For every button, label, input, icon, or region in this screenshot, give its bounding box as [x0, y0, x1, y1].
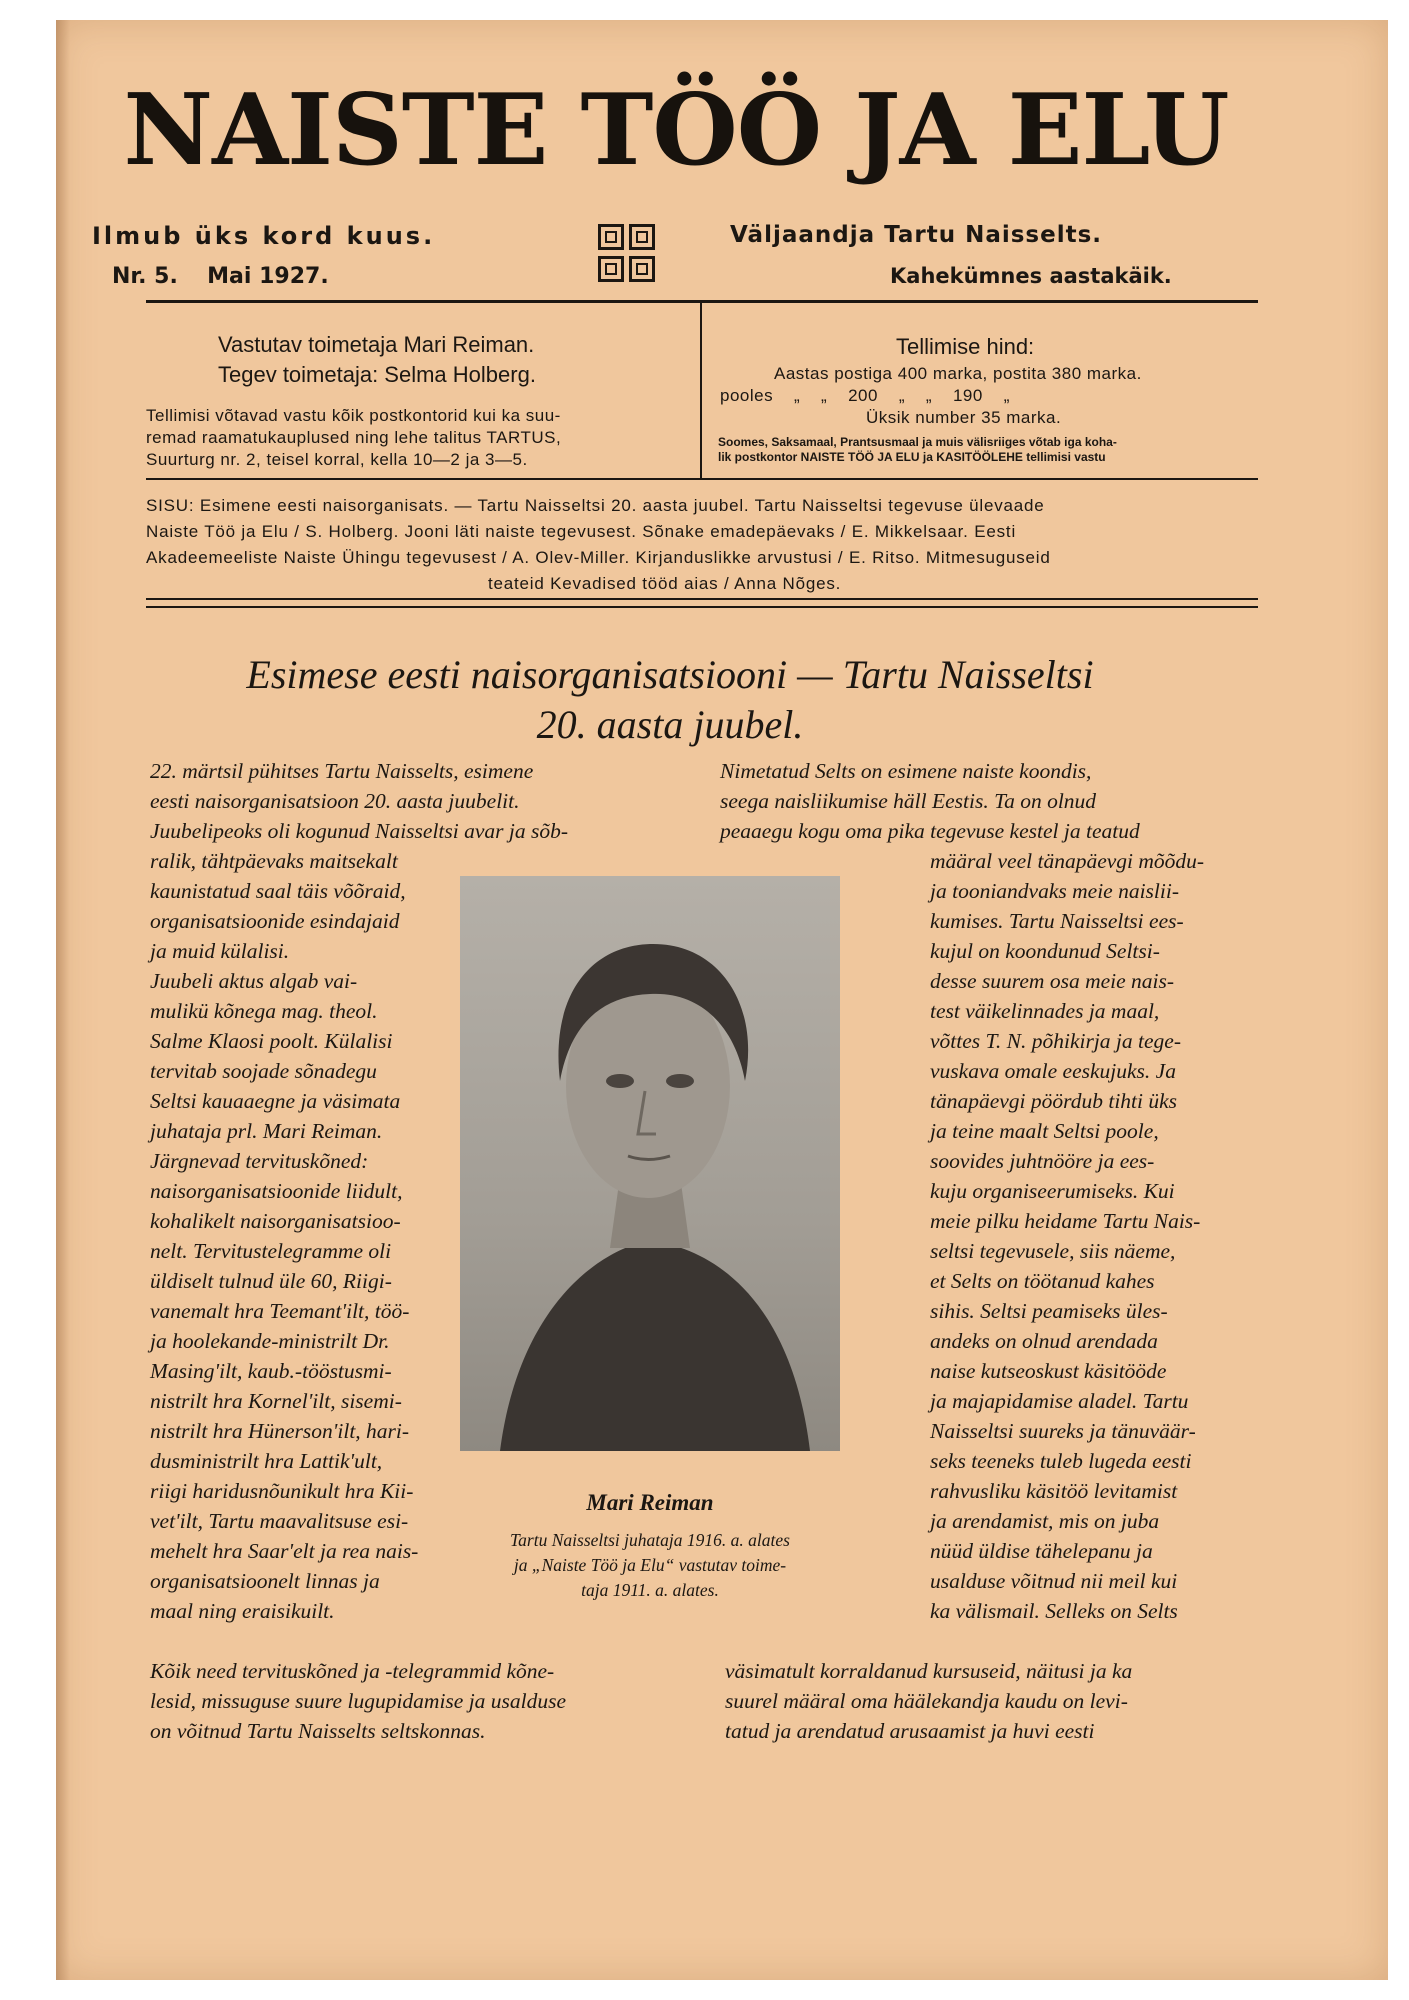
article-text-line: Kõik need tervituskõned ja -telegrammid kõne- — [150, 1659, 555, 1683]
contents-rule-top — [146, 598, 1258, 600]
article-text-line: väsimatult korraldanud kursuseid, näitusi ja ka — [725, 1659, 1133, 1683]
article-text-line: kumises. Tartu Naisseltsi ees- — [930, 909, 1184, 933]
article-text-line: nüüd üldise tähelepanu ja — [930, 1539, 1153, 1563]
article-headline — [110, 650, 1230, 750]
photo-caption-line: ja „Naiste Töö ja Elu“ vastutav toime- — [513, 1555, 787, 1575]
article-text-line: andeks on olnud arendada — [930, 1329, 1158, 1353]
article-text-line: meie pilku heidame Tartu Nais- — [930, 1209, 1201, 1233]
contents-line: Naiste Töö ja Elu / S. Holberg. Jooni läti naiste tegevusest. Sõnake emadepäevaks / E. Mikkelsaar. Eesti — [146, 522, 1017, 541]
article-text-line: ja arendamist, mis on juba — [930, 1509, 1160, 1533]
article-text-line: on võitnud Tartu Naisselts seltskonnas. — [150, 1719, 486, 1743]
article-text-line: naise kutseoskust käsitööde — [930, 1359, 1167, 1383]
article-text-line: dusministrilt hra Lattik'ult, — [150, 1449, 383, 1473]
article-text-line: vanemalt hra Teemant'ilt, töö- — [150, 1299, 410, 1323]
masthead-date: Mai 1927. — [207, 264, 329, 289]
contents-line: Akadeemeeliste Naiste Ühingu tegevusest / A. Olev-Miller. Kirjanduslikke arvustusi / E. Ritso. Mitmesuguseid — [146, 548, 1051, 567]
prices-heading: Tellimise hind: — [896, 334, 1035, 359]
article-text-line: usalduse võitnud nii meil kui — [930, 1569, 1178, 1593]
masthead-title: NAISTE TÖÖ JA ELU — [123, 73, 1229, 188]
article-text-line: Salme Klaosi poolt. Külalisi — [150, 1029, 393, 1053]
article-text-line: peaaegu kogu oma pika tegevuse kestel ja teatud — [720, 819, 1140, 843]
article-text-line: seega naisliikumise häll Eestis. Ta on olnud — [720, 789, 1097, 813]
article-text-line: organisatsioonelt linnas ja — [150, 1569, 380, 1593]
article-text-line: mehelt hra Saar'elt ja rea nais- — [150, 1539, 419, 1563]
subscription-line: Suurturg nr. 2, teisel korral, kella 10—2 ja 3—5. — [146, 450, 528, 469]
photo-caption-line: taja 1911. a. alates. — [581, 1580, 719, 1600]
masthead-issue: Nr. 5. — [112, 264, 178, 289]
article-text-line: vet'ilt, Tartu maavalitsuse esi- — [150, 1509, 409, 1533]
article-text-line: maal ning eraisikuilt. — [150, 1599, 335, 1623]
page-spine-shadow — [56, 20, 70, 1980]
right-column-bottom — [725, 1656, 1132, 1746]
contents-line: teateid Kevadised tööd aias / Anna Nõges. — [488, 574, 842, 593]
article-text-line: sihis. Seltsi peamiseks üles- — [930, 1299, 1168, 1323]
article-text-line: ja hoolekande-ministrilt Dr. — [150, 1329, 390, 1353]
subscription-line: remad raamatukauplused ning lehe talitus TARTUS, — [146, 428, 562, 447]
price-line: Aastas postiga 400 marka, postita 380 marka. — [774, 364, 1142, 383]
article-text-line: Masing'ilt, kaub.-tööstusmi- — [150, 1359, 392, 1383]
masthead-volume: Kahekümnes aastakäik. — [890, 264, 1172, 288]
article-text-line: tatud ja arendatud arusaamist ja huvi eesti — [725, 1719, 1095, 1743]
abroad-line: Soomes, Saksamaal, Prantsusmaal ja muis välisriiges võtab iga koha- — [718, 435, 1117, 449]
article-text-line: suurel määral oma häälekandja kaudu on levi- — [725, 1689, 1128, 1713]
masthead-issue-line — [112, 264, 329, 289]
article-headline-line-1: Esimese eesti naisorganisatsiooni — Tartu Naisseltsi — [246, 652, 1094, 697]
article-text-line: rahvusliku käsitöö levitamist — [930, 1479, 1178, 1503]
contents-line: SISU: Esimene eesti naisorganisats. — Tartu Naisseltsi 20. aasta juubel. Tartu Naisseltsi tegevuse ülevaade — [146, 496, 1045, 515]
article-text-line: desse suurem osa meie nais- — [930, 969, 1175, 993]
article-text-line: lesid, missuguse suure lugupidamise ja usalduse — [150, 1689, 567, 1713]
price-line: pooles „ „ 200 „ „ 190 „ — [720, 386, 1010, 405]
abroad-line: lik postkontor NAISTE TÖÖ JA ELU ja KASITÖÖLEHE tellimisi vastu — [718, 450, 1106, 464]
article-text-line: organisatsioonide esindajaid — [150, 909, 400, 933]
article-text-line: mulikü kõnega mag. theol. — [150, 999, 378, 1023]
photo-caption-name: Mari Reiman — [586, 1490, 714, 1515]
article-text-line: määral veel tänapäevgi mõõdu- — [930, 849, 1205, 873]
article-text-line: seks teeneks tuleb lugeda eesti — [930, 1449, 1192, 1473]
info-rule — [146, 478, 1258, 480]
masthead-ornament — [598, 224, 660, 288]
article-text-line: kaunistatud saal täis võõraid, — [150, 879, 406, 903]
right-column-narrow — [930, 846, 1204, 1626]
article-text-line: seltsi tegevusele, siis näeme, — [930, 1239, 1176, 1263]
article-text-line: 22. märtsil pühitses Tartu Naisselts, esimene — [150, 759, 534, 783]
article-text-line: kohalikelt naisorganisatsioo- — [150, 1209, 401, 1233]
contents-rule-bottom — [146, 606, 1258, 608]
article-text-line: nelt. Tervitustelegramme oli — [150, 1239, 392, 1263]
left-column-bottom — [150, 1656, 566, 1746]
article-headline-line-2: 20. aasta juubel. — [536, 702, 804, 747]
article-text-line: tervitab soojade sõnadegu — [150, 1059, 377, 1083]
portrait-photo — [460, 876, 840, 1451]
portrait-illustration — [460, 876, 840, 1451]
article-text-line: vuskava omale eeskujuks. Ja — [930, 1059, 1176, 1083]
article-text-line: test väikelinnades ja maal, — [930, 999, 1160, 1023]
info-divider — [700, 302, 702, 478]
article-text-line: Naisseltsi suureks ja tänuväär- — [930, 1419, 1196, 1443]
article-text-line: et Selts on töötanud kahes — [930, 1269, 1155, 1293]
acting-editor: Tegev toimetaja: Selma Holberg. — [218, 362, 536, 387]
article-text-line: Järgnevad tervituskõned: — [150, 1149, 369, 1173]
article-text-line: ja muid külalisi. — [150, 939, 290, 963]
article-text-line: Seltsi kauaaegne ja väsimata — [150, 1089, 401, 1113]
article-text-line: ralik, tähtpäevaks maitsekalt — [150, 849, 398, 873]
left-column-top — [150, 756, 568, 846]
article-text-line: Juubeli aktus algab vai- — [150, 969, 358, 993]
article-text-line: Juubelipeoks oli kogunud Naisseltsi avar ja sõb- — [150, 819, 569, 843]
masthead-publisher: Väljaandja Tartu Naisselts. — [730, 222, 1103, 248]
left-column-narrow — [150, 846, 418, 1626]
article-text-line: juhataja prl. Mari Reiman. — [150, 1119, 383, 1143]
article-text-line: eesti naisorganisatsioon 20. aasta juubelit. — [150, 789, 520, 813]
price-line: Üksik number 35 marka. — [866, 408, 1062, 427]
article-text-line: ja tooniandvaks meie naislii- — [930, 879, 1180, 903]
photo-caption-line: Tartu Naisseltsi juhataja 1916. a. alates — [510, 1530, 790, 1550]
article-text-line: tänapäevgi pöördub tihti üks — [930, 1089, 1178, 1113]
article-text-line: ja majapidamise aladel. Tartu — [930, 1389, 1189, 1413]
article-text-line: naisorganisatsioonide liidult, — [150, 1179, 403, 1203]
responsible-editor: Vastutav toimetaja Mari Reiman. — [218, 332, 535, 357]
article-text-line: nistrilt hra Hünerson'ilt, hari- — [150, 1419, 410, 1443]
article-text-line: võttes T. N. põhikirja ja tege- — [930, 1029, 1181, 1053]
article-text-line: Nimetatud Selts on esimene naiste koondis, — [720, 759, 1092, 783]
article-text-line: üldiselt tulnud üle 60, Riigi- — [150, 1269, 392, 1293]
subscription-line: Tellimisi võtavad vastu kõik postkontorid kui ka suu- — [146, 406, 561, 425]
article-text-line: soovides juhtnööre ja ees- — [930, 1149, 1155, 1173]
article-text-line: kuju organiseerumiseks. Kui — [930, 1179, 1175, 1203]
article-text-line: kujul on koondunud Seltsi- — [930, 939, 1160, 963]
masthead-frequency: Ilmub üks kord kuus. — [92, 222, 436, 250]
article-text-line: riigi haridusnõunikult hra Kii- — [150, 1479, 414, 1503]
article-text-line: ja teine maalt Seltsi poole, — [930, 1119, 1159, 1143]
article-text-line: ka välismail. Selleks on Selts — [930, 1599, 1178, 1623]
article-text-line: nistrilt hra Kornel'ilt, sisemi- — [150, 1389, 402, 1413]
masthead-rule — [146, 300, 1258, 303]
right-column-top — [720, 756, 1140, 846]
